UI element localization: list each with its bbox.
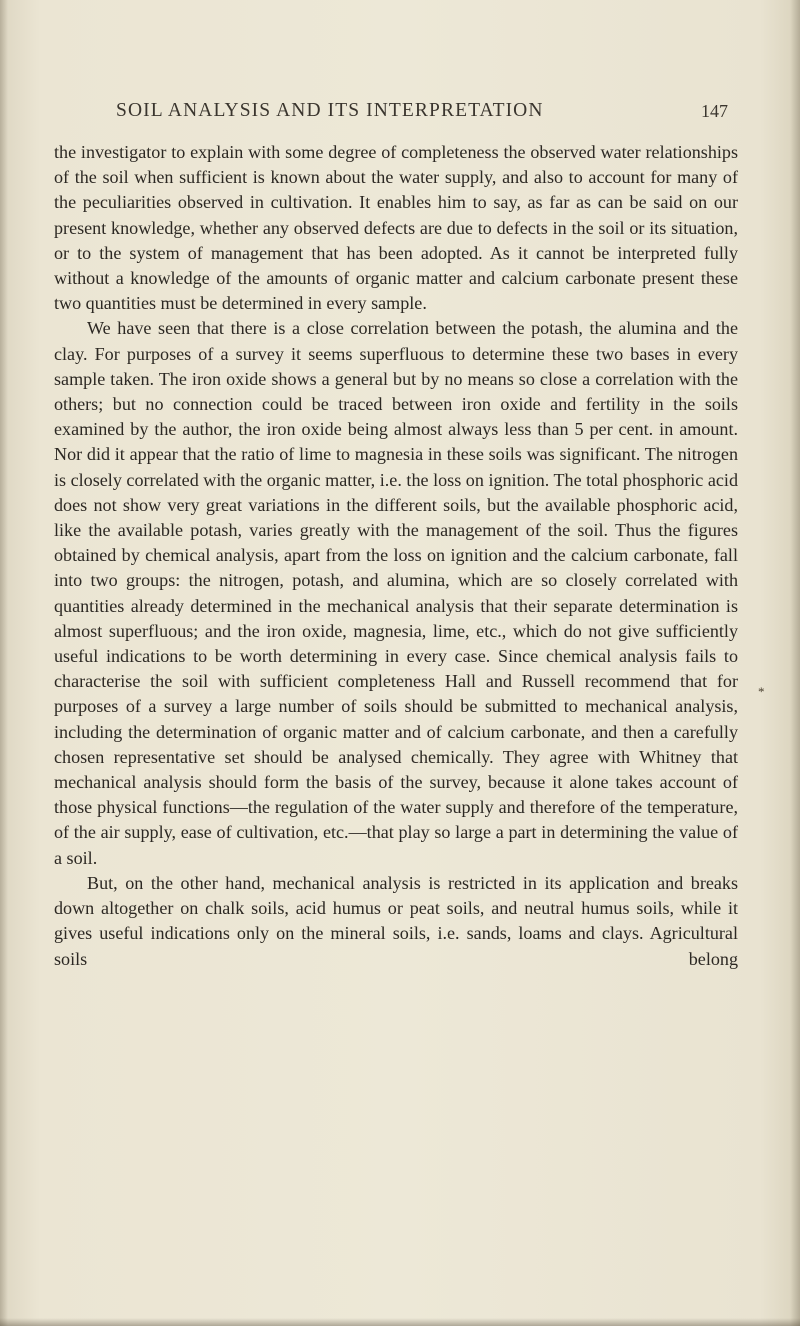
page-right-shadow <box>790 0 800 1326</box>
body-text <box>54 140 738 972</box>
paragraph-1: the investigator to explain with some degree of completeness the observed water relationships of the soil when sufficient is known about the water supply, and also to account for many of the peculiarities observed in cultivation. It enables him to say, as far as can be said on our present knowledge, whether any observed defects are due to defects in the soil or its situation, or to the system of management that has been adopted. As it cannot be interpreted fully without a knowledge of the amounts of organic matter and calcium carbonate present these two quantities must be determined in every sample. <box>54 142 738 314</box>
paragraph-3: But, on the other hand, mechanical analysis is restricted in its application and breaks down altogether on chalk soils, acid humus or peat soils, and neutral humus soils, while it gives useful indications only on the mineral soils, i.e. sands, loams and clays. Agricultural soils belong <box>54 872 738 969</box>
page-left-shadow <box>0 0 8 1326</box>
page-number: 147 <box>701 101 728 121</box>
paragraph-2: We have seen that there is a close correlation between the potash, the alumina and the clay. For purposes of a survey it seems superfluous to determine these two bases in every sample taken. The iron oxide shows a general but by no means so close a correlation with the others; but no connection could be traced between iron oxide and fertility in the soils examined by the author, the iron oxide being almost always less than 5 per cent. in amount. Nor did it appear that the ratio of lime to magnesia in these soils was significant. The nitrogen is closely correlated with the organic matter, i.e. the loss on ignition. The total phosphoric acid does not show very great variations in the different soils, but the available phosphoric acid, like the available potash, varies greatly with the management of the soil. Thus the figures obtained by chemical analysis, apart from the loss on ignition and the calcium carbonate, fall into two groups: the nitrogen, potash, and alumina, which are so closely correlated with quantities already determined in the mechanical analysis that their separate determination is almost superfluous; and the iron oxide, magnesia, lime, etc., which do not give sufficiently useful indications to be worth determining in every case. Since chemical analysis fails to characterise the soil with sufficient completeness Hall and Russell recommend that for purposes of a survey a large number of soils should be submitted to mechanical analysis, including the determination of organic matter and of calcium carbonate, and then a carefully chosen representative set should be analysed chemically. They agree with Whitney that mechanical analysis should form the basis of the survey, because it alone takes account of those physical functions—the regulation of the water supply and therefore of the temperature, of the air supply, ease of cultivation, etc.—that play so large a part in determining the value of a soil. <box>54 318 738 868</box>
running-title: SOIL ANALYSIS AND ITS INTERPRETATION <box>116 100 544 121</box>
running-head <box>116 100 728 128</box>
margin-mark: * <box>758 684 765 699</box>
page-bottom-shadow <box>0 1318 800 1326</box>
